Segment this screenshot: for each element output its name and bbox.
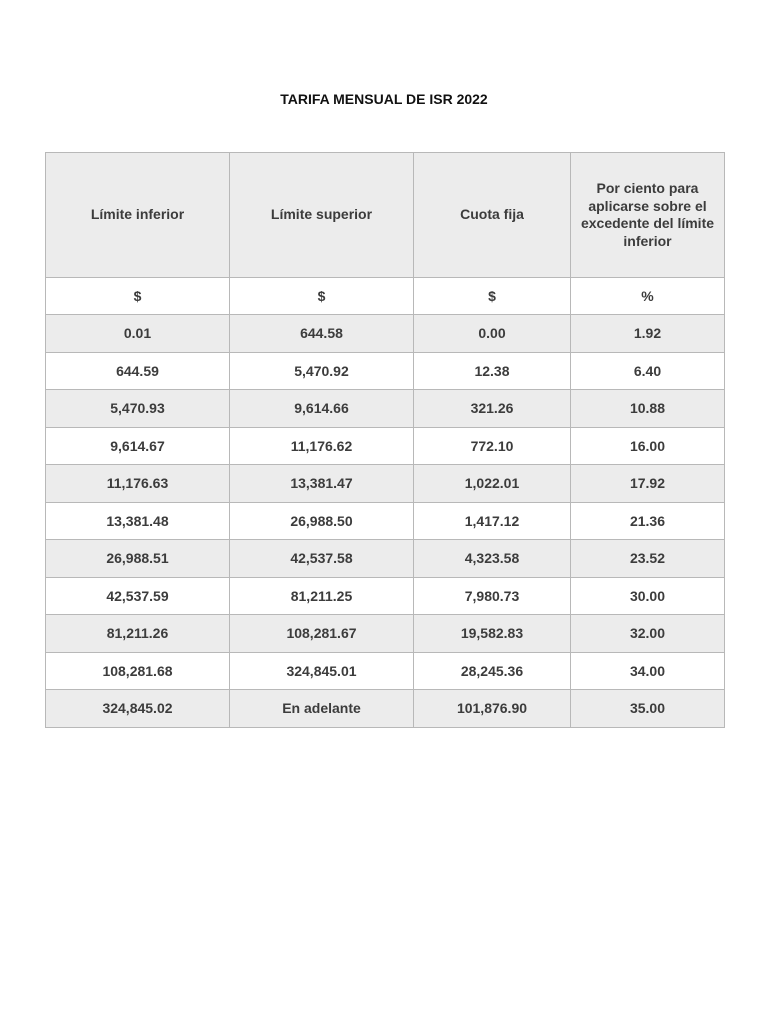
cell-percentage: 32.00 xyxy=(571,615,725,653)
unit-row xyxy=(46,278,725,315)
cell-upper-limit: 644.58 xyxy=(230,315,414,353)
cell-fixed-fee: 28,245.36 xyxy=(414,652,571,690)
cell-lower-limit: 108,281.68 xyxy=(46,652,230,690)
cell-upper-limit: 42,537.58 xyxy=(230,540,414,578)
cell-upper-limit: 108,281.67 xyxy=(230,615,414,653)
unit-cell: % xyxy=(571,278,725,315)
cell-upper-limit: 9,614.66 xyxy=(230,390,414,428)
cell-upper-limit: 13,381.47 xyxy=(230,465,414,503)
table-row xyxy=(46,390,725,428)
cell-fixed-fee: 4,323.58 xyxy=(414,540,571,578)
unit-cell: $ xyxy=(46,278,230,315)
table-row xyxy=(46,615,725,653)
cell-fixed-fee: 0.00 xyxy=(414,315,571,353)
header-upper-limit: Límite superior xyxy=(230,153,414,278)
unit-cell: $ xyxy=(414,278,571,315)
cell-lower-limit: 324,845.02 xyxy=(46,690,230,728)
header-lower-limit: Límite inferior xyxy=(46,153,230,278)
cell-lower-limit: 11,176.63 xyxy=(46,465,230,503)
cell-fixed-fee: 101,876.90 xyxy=(414,690,571,728)
cell-fixed-fee: 321.26 xyxy=(414,390,571,428)
table-row xyxy=(46,652,725,690)
cell-fixed-fee: 1,022.01 xyxy=(414,465,571,503)
unit-cell: $ xyxy=(230,278,414,315)
cell-lower-limit: 13,381.48 xyxy=(46,502,230,540)
cell-fixed-fee: 7,980.73 xyxy=(414,577,571,615)
table-row xyxy=(46,427,725,465)
table-row xyxy=(46,690,725,728)
table-row xyxy=(46,465,725,503)
cell-upper-limit: 5,470.92 xyxy=(230,352,414,390)
cell-lower-limit: 9,614.67 xyxy=(46,427,230,465)
table-row xyxy=(46,502,725,540)
cell-lower-limit: 42,537.59 xyxy=(46,577,230,615)
cell-upper-limit: 324,845.01 xyxy=(230,652,414,690)
cell-lower-limit: 0.01 xyxy=(46,315,230,353)
cell-fixed-fee: 1,417.12 xyxy=(414,502,571,540)
cell-lower-limit: 81,211.26 xyxy=(46,615,230,653)
cell-lower-limit: 644.59 xyxy=(46,352,230,390)
cell-percentage: 21.36 xyxy=(571,502,725,540)
table-row xyxy=(46,352,725,390)
cell-percentage: 30.00 xyxy=(571,577,725,615)
cell-percentage: 34.00 xyxy=(571,652,725,690)
cell-lower-limit: 5,470.93 xyxy=(46,390,230,428)
cell-fixed-fee: 12.38 xyxy=(414,352,571,390)
isr-rate-table xyxy=(45,152,725,728)
header-row xyxy=(46,153,725,278)
cell-percentage: 10.88 xyxy=(571,390,725,428)
header-fixed-fee: Cuota fija xyxy=(414,153,571,278)
header-percentage: Por ciento para aplicarse sobre el excedente del límite inferior xyxy=(571,153,725,278)
cell-percentage: 35.00 xyxy=(571,690,725,728)
cell-fixed-fee: 19,582.83 xyxy=(414,615,571,653)
table-row xyxy=(46,540,725,578)
cell-percentage: 6.40 xyxy=(571,352,725,390)
cell-percentage: 23.52 xyxy=(571,540,725,578)
cell-upper-limit: 26,988.50 xyxy=(230,502,414,540)
cell-upper-limit: En adelante xyxy=(230,690,414,728)
cell-lower-limit: 26,988.51 xyxy=(46,540,230,578)
cell-percentage: 1.92 xyxy=(571,315,725,353)
cell-upper-limit: 81,211.25 xyxy=(230,577,414,615)
cell-upper-limit: 11,176.62 xyxy=(230,427,414,465)
cell-fixed-fee: 772.10 xyxy=(414,427,571,465)
table-row xyxy=(46,315,725,353)
page-title: TARIFA MENSUAL DE ISR 2022 xyxy=(280,91,488,107)
cell-percentage: 16.00 xyxy=(571,427,725,465)
table-row xyxy=(46,577,725,615)
cell-percentage: 17.92 xyxy=(571,465,725,503)
